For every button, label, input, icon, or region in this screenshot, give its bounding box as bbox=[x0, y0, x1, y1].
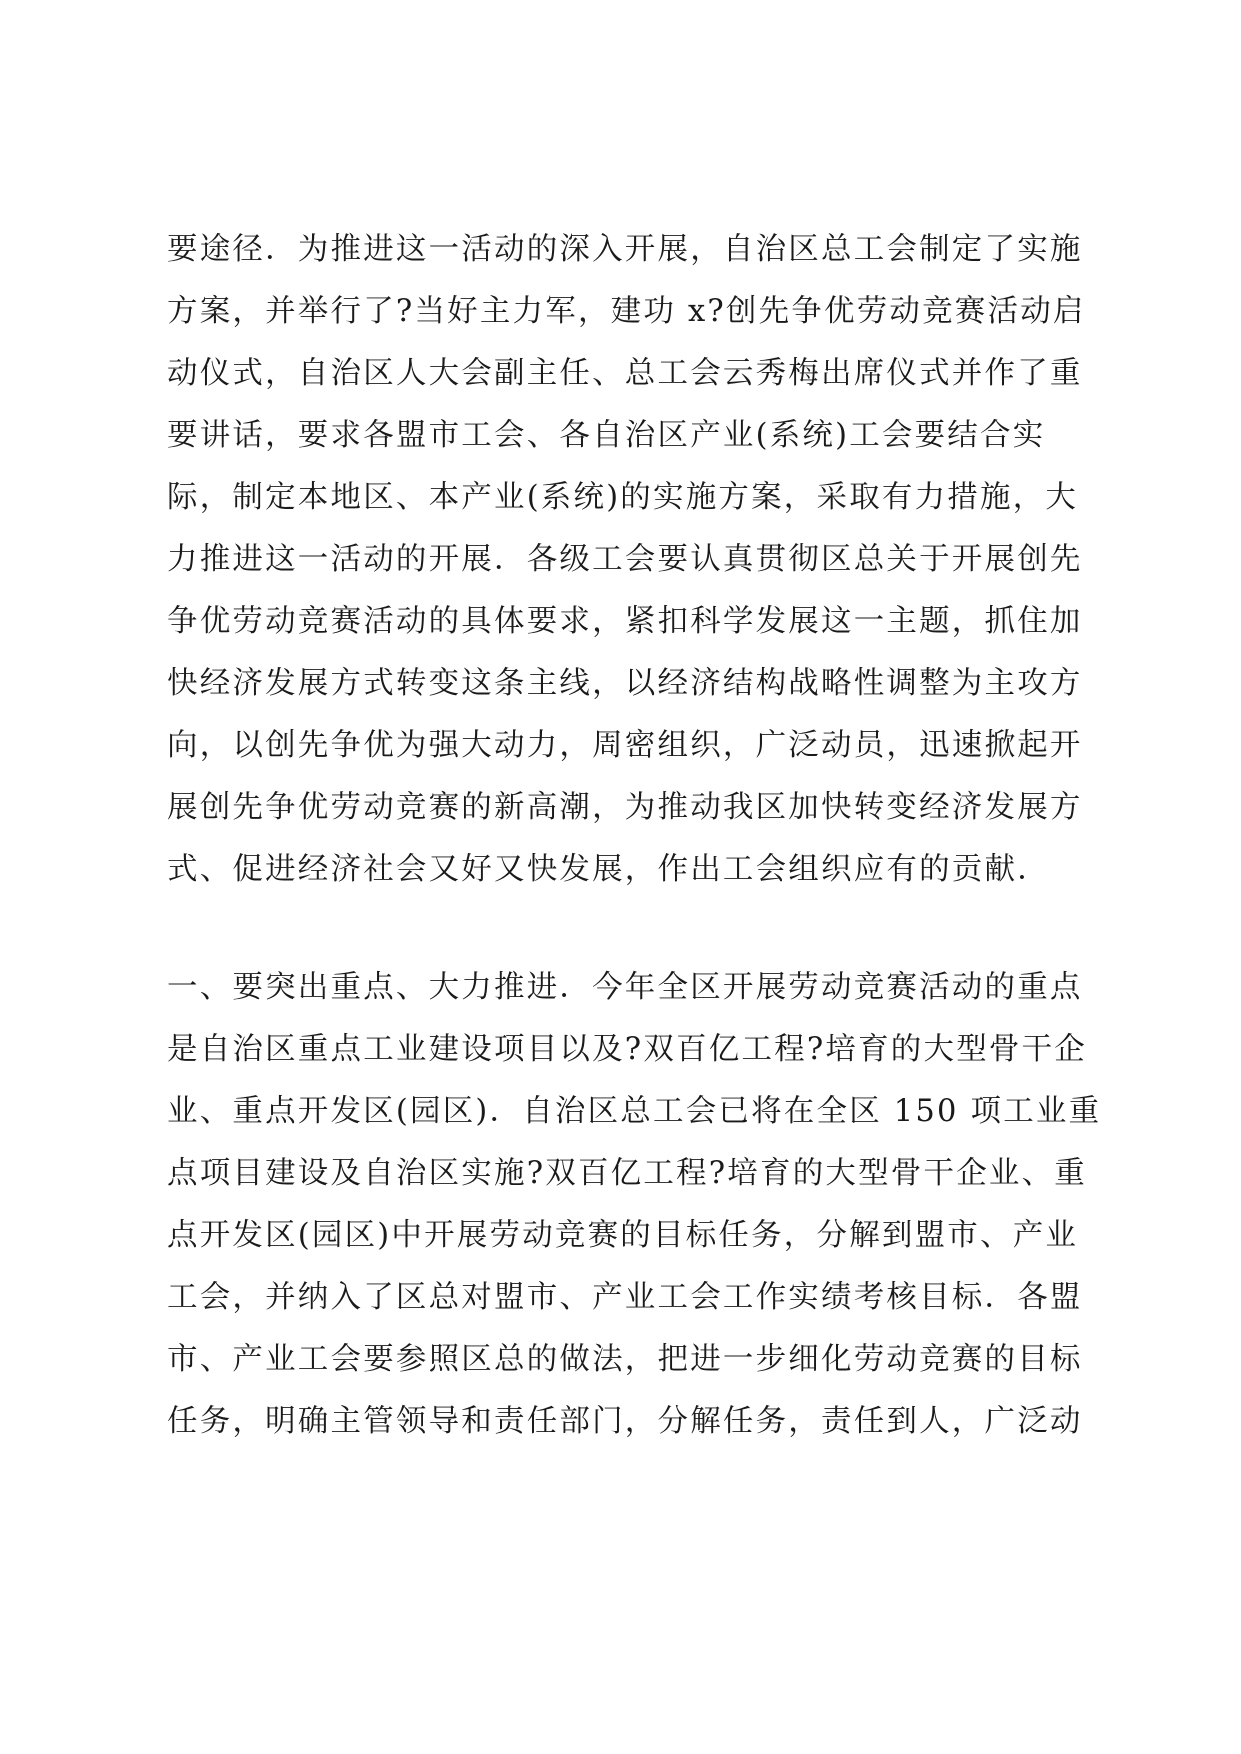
text-line: 是自治区重点工业建设项目以及?双百亿工程?培育的大型骨干企 bbox=[167, 1032, 1088, 1067]
text-line: 力推进这一活动的开展．各级工会要认真贯彻区总关于开展创先 bbox=[167, 542, 1083, 577]
text-line: 工会，并纳入了区总对盟市、产业工会工作实绩考核目标．各盟 bbox=[167, 1280, 1083, 1315]
text-line: 快经济发展方式转变这条主线，以经济结构战略性调整为主攻方 bbox=[167, 666, 1083, 701]
text-line: 向，以创先争优为强大动力，周密组织，广泛动员，迅速掀起开 bbox=[167, 728, 1083, 763]
text-line: 市、产业工会要参照区总的做法，把进一步细化劳动竞赛的目标 bbox=[167, 1342, 1083, 1377]
text-line: 业、重点开发区(园区)．自治区总工会已将在全区 150 项工业重 bbox=[167, 1094, 1102, 1129]
text-line: 争优劳动竞赛活动的具体要求，紧扣科学发展这一主题，抓住加 bbox=[167, 604, 1083, 639]
text-line: 式、促进经济社会又好又快发展，作出工会组织应有的贡献． bbox=[167, 852, 1050, 887]
text-line: 任务，明确主管领导和责任部门，分解任务，责任到人，广泛动 bbox=[167, 1404, 1083, 1439]
text-line: 方案，并举行了?当好主力军，建功 x?创先争优劳动竞赛活动启 bbox=[167, 294, 1086, 329]
text-line: 际，制定本地区、本产业(系统)的实施方案，采取有力措施，大 bbox=[167, 480, 1079, 515]
text-line: 展创先争优劳动竞赛的新高潮，为推动我区加快转变经济发展方 bbox=[167, 790, 1083, 825]
text-line: 要途径．为推进这一活动的深入开展，自治区总工会制定了实施 bbox=[167, 232, 1083, 267]
text-line: 点开发区(园区)中开展劳动竞赛的目标任务，分解到盟市、产业 bbox=[167, 1218, 1079, 1253]
text-line: 动仪式，自治区人大会副主任、总工会云秀梅出席仪式并作了重 bbox=[167, 356, 1083, 391]
section-heading-line: 一、要突出重点、大力推进．今年全区开展劳动竞赛活动的重点 bbox=[167, 970, 1083, 1005]
text-line: 要讲话，要求各盟市工会、各自治区产业(系统)工会要结合实 bbox=[167, 418, 1046, 453]
text-line: 点项目建设及自治区实施?双百亿工程?培育的大型骨干企业、重 bbox=[167, 1156, 1088, 1191]
